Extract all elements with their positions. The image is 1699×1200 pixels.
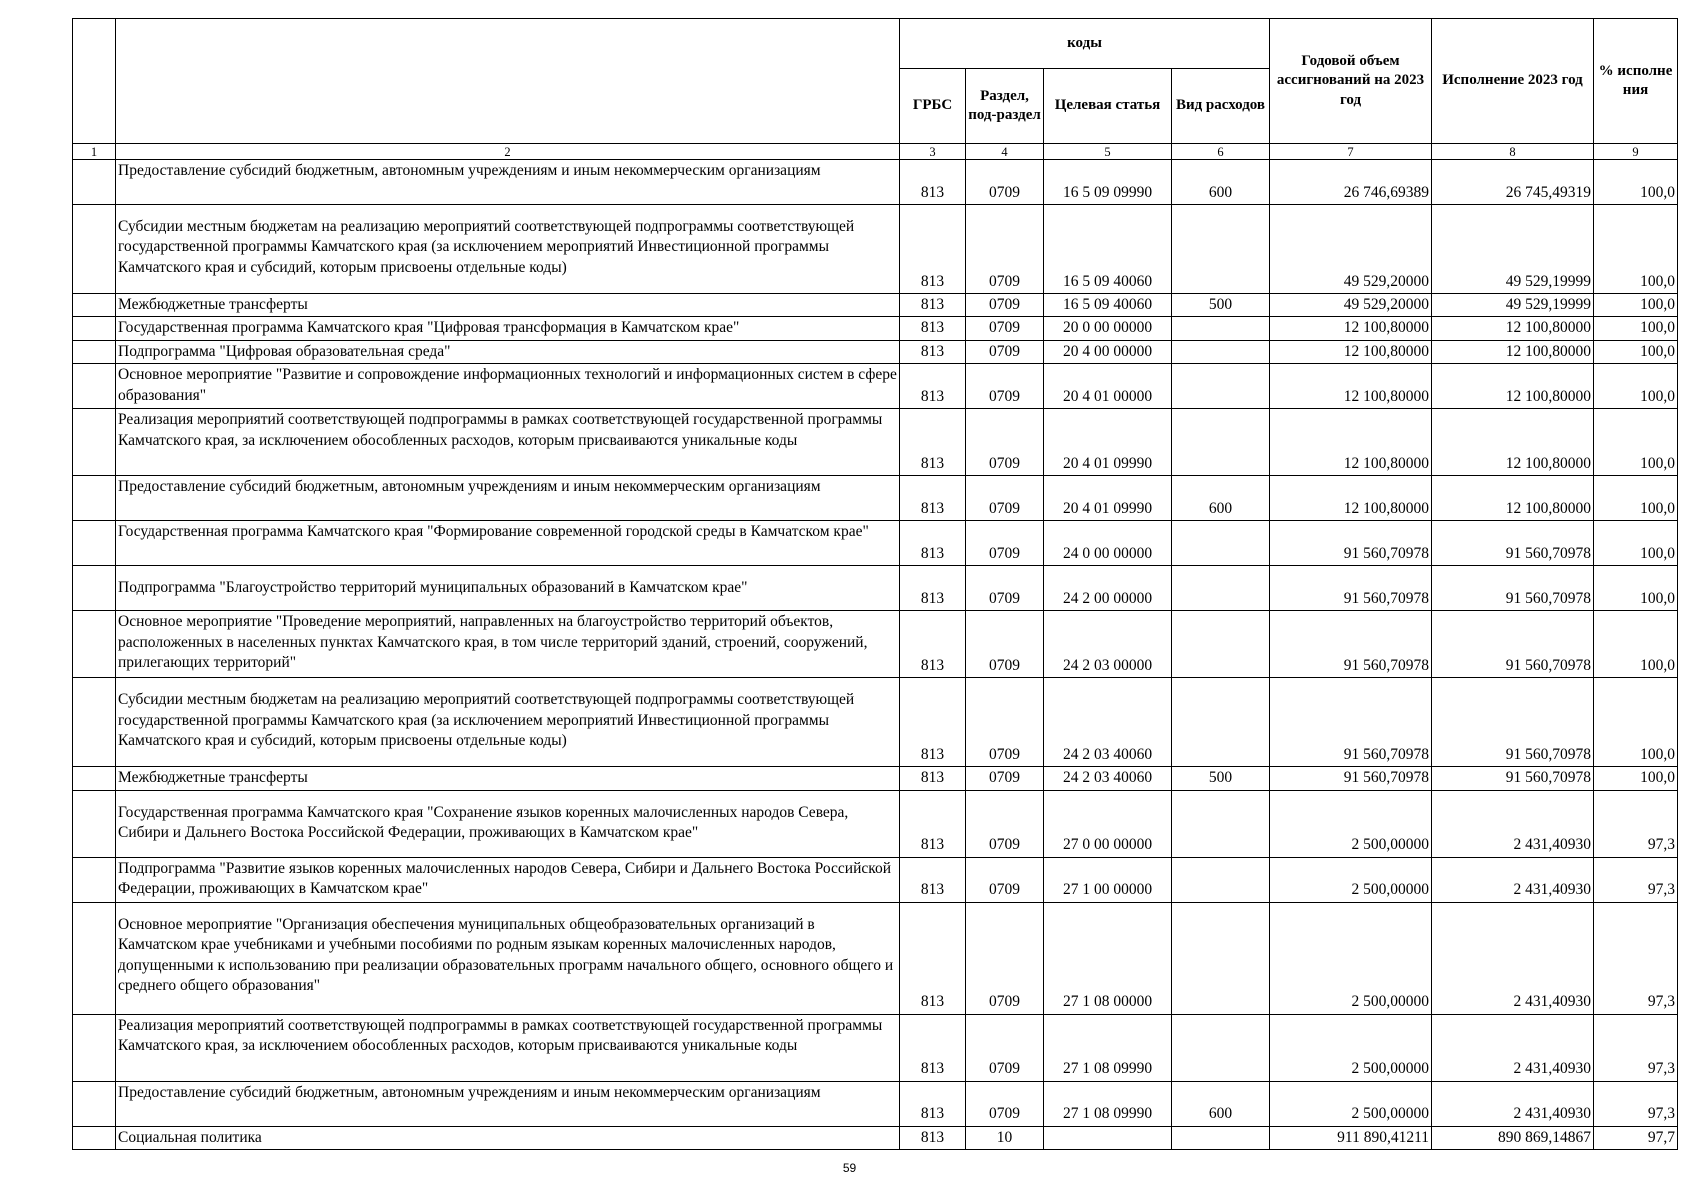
row-annual: 91 560,70978 <box>1270 521 1432 566</box>
column-number: 9 <box>1594 144 1678 160</box>
row-section: 0709 <box>966 317 1044 340</box>
row-name: Подпрограмма "Благоустройство территорий муниципальных образований в Камчатском крае" <box>116 566 900 611</box>
row-expense-type <box>1172 409 1270 476</box>
table-row <box>73 857 1678 902</box>
row-grbs: 813 <box>900 678 966 767</box>
row-name: Субсидии местным бюджетам на реализацию мероприятий соответствующей подпрограммы соответствующей государственной программы Камчатского края (за исключением мероприятий Инвестиционной программы Камчатского края и субсидий, которым присвоены отдельные коды) <box>116 678 900 767</box>
row-execution: 26 745,49319 <box>1432 160 1594 205</box>
row-annual: 2 500,00000 <box>1270 902 1432 1014</box>
row-grbs: 813 <box>900 857 966 902</box>
column-number: 1 <box>73 144 116 160</box>
row-name: Предоставление субсидий бюджетным, автономным учреждениям и иным некоммерческим организациям <box>116 160 900 205</box>
table-row <box>73 767 1678 790</box>
row-name: Основное мероприятие "Организация обеспечения муниципальных общеобразовательных организаций в Камчатском крае учебниками и учебными пособиями по родным языкам коренных малочисленных народов, допущенными к использованию при реализации образовательных программ начального общего, основного общего и среднего общего образования" <box>116 902 900 1014</box>
row-execution: 890 869,14867 <box>1432 1126 1594 1149</box>
row-percent: 97,7 <box>1594 1126 1678 1149</box>
row-grbs: 813 <box>900 566 966 611</box>
row-target: 20 4 01 09990 <box>1044 476 1172 521</box>
column-number: 3 <box>900 144 966 160</box>
row-blank-cell <box>73 160 116 205</box>
row-execution: 49 529,19999 <box>1432 205 1594 294</box>
row-annual: 2 500,00000 <box>1270 790 1432 857</box>
row-annual: 49 529,20000 <box>1270 205 1432 294</box>
row-blank-cell <box>73 521 116 566</box>
header-expense-type: Вид расходов <box>1172 69 1270 144</box>
header-grbs: ГРБС <box>900 69 966 144</box>
row-target: 20 0 00 00000 <box>1044 317 1172 340</box>
row-blank-cell <box>73 317 116 340</box>
row-name: Государственная программа Камчатского края "Цифровая трансформация в Камчатском крае" <box>116 317 900 340</box>
row-target: 27 1 08 00000 <box>1044 902 1172 1014</box>
row-execution: 2 431,40930 <box>1432 1014 1594 1081</box>
row-target: 16 5 09 40060 <box>1044 294 1172 317</box>
row-execution: 12 100,80000 <box>1432 340 1594 363</box>
row-percent: 100,0 <box>1594 767 1678 790</box>
row-grbs: 813 <box>900 1126 966 1149</box>
row-grbs: 813 <box>900 476 966 521</box>
column-number: 7 <box>1270 144 1432 160</box>
row-target: 24 2 03 40060 <box>1044 767 1172 790</box>
row-annual: 91 560,70978 <box>1270 678 1432 767</box>
table-row <box>73 678 1678 767</box>
table-row <box>73 340 1678 363</box>
budget-table-page <box>72 18 1677 1150</box>
row-target: 16 5 09 09990 <box>1044 160 1172 205</box>
row-expense-type <box>1172 611 1270 678</box>
row-blank-cell <box>73 611 116 678</box>
row-target: 27 1 08 09990 <box>1044 1014 1172 1081</box>
row-target: 24 2 00 00000 <box>1044 566 1172 611</box>
header-blank-1 <box>73 19 116 144</box>
row-target: 20 4 01 09990 <box>1044 409 1172 476</box>
row-blank-cell <box>73 340 116 363</box>
row-percent: 100,0 <box>1594 294 1678 317</box>
table-row <box>73 611 1678 678</box>
header-percent: % исполне ния <box>1594 19 1678 144</box>
table-row <box>73 160 1678 205</box>
column-number: 8 <box>1432 144 1594 160</box>
row-target: 24 2 03 00000 <box>1044 611 1172 678</box>
row-percent: 100,0 <box>1594 205 1678 294</box>
row-execution: 91 560,70978 <box>1432 566 1594 611</box>
table-row <box>73 1126 1678 1149</box>
row-expense-type <box>1172 205 1270 294</box>
row-percent: 97,3 <box>1594 1014 1678 1081</box>
row-expense-type <box>1172 364 1270 409</box>
row-blank-cell <box>73 1014 116 1081</box>
row-section: 0709 <box>966 205 1044 294</box>
row-grbs: 813 <box>900 364 966 409</box>
row-expense-type <box>1172 340 1270 363</box>
header-annual: Годовой объем ассигнований на 2023 год <box>1270 19 1432 144</box>
row-expense-type: 600 <box>1172 160 1270 205</box>
table-row <box>73 790 1678 857</box>
row-expense-type: 600 <box>1172 1081 1270 1126</box>
row-blank-cell <box>73 409 116 476</box>
row-annual: 2 500,00000 <box>1270 857 1432 902</box>
table-row <box>73 364 1678 409</box>
row-section: 0709 <box>966 678 1044 767</box>
row-section: 0709 <box>966 767 1044 790</box>
row-target: 20 4 00 00000 <box>1044 340 1172 363</box>
row-annual: 91 560,70978 <box>1270 611 1432 678</box>
row-name: Социальная политика <box>116 1126 900 1149</box>
row-blank-cell <box>73 857 116 902</box>
row-target: 27 1 00 00000 <box>1044 857 1172 902</box>
column-number: 2 <box>116 144 900 160</box>
table-row <box>73 1014 1678 1081</box>
row-section: 0709 <box>966 1014 1044 1081</box>
row-section: 0709 <box>966 364 1044 409</box>
row-percent: 97,3 <box>1594 857 1678 902</box>
row-section: 0709 <box>966 160 1044 205</box>
row-percent: 100,0 <box>1594 409 1678 476</box>
row-percent: 97,3 <box>1594 790 1678 857</box>
row-grbs: 813 <box>900 409 966 476</box>
row-grbs: 813 <box>900 767 966 790</box>
row-expense-type <box>1172 1126 1270 1149</box>
row-percent: 100,0 <box>1594 566 1678 611</box>
row-section: 0709 <box>966 611 1044 678</box>
row-blank-cell <box>73 566 116 611</box>
row-expense-type: 500 <box>1172 767 1270 790</box>
row-expense-type <box>1172 790 1270 857</box>
row-name: Предоставление субсидий бюджетным, автономным учреждениям и иным некоммерческим организациям <box>116 476 900 521</box>
row-target: 27 1 08 09990 <box>1044 1081 1172 1126</box>
row-grbs: 813 <box>900 790 966 857</box>
row-execution: 12 100,80000 <box>1432 476 1594 521</box>
page-number: 59 <box>842 1161 857 1175</box>
row-annual: 12 100,80000 <box>1270 476 1432 521</box>
row-annual: 12 100,80000 <box>1270 340 1432 363</box>
table-row <box>73 521 1678 566</box>
row-blank-cell <box>73 364 116 409</box>
header-blank-2 <box>116 19 900 144</box>
row-name: Межбюджетные трансферты <box>116 294 900 317</box>
row-annual: 2 500,00000 <box>1270 1081 1432 1126</box>
row-blank-cell <box>73 294 116 317</box>
row-percent: 100,0 <box>1594 317 1678 340</box>
row-name: Реализация мероприятий соответствующей подпрограммы в рамках соответствующей государственной программы Камчатского края, за исключением обособленных расходов, которым присваиваются уникальные коды <box>116 409 900 476</box>
row-annual: 12 100,80000 <box>1270 409 1432 476</box>
row-annual: 911 890,41211 <box>1270 1126 1432 1149</box>
column-number: 6 <box>1172 144 1270 160</box>
row-annual: 49 529,20000 <box>1270 294 1432 317</box>
row-section: 0709 <box>966 476 1044 521</box>
row-grbs: 813 <box>900 205 966 294</box>
row-grbs: 813 <box>900 521 966 566</box>
row-name: Государственная программа Камчатского края "Формирование современной городской среды в Камчатском крае" <box>116 521 900 566</box>
header-target: Целевая статья <box>1044 69 1172 144</box>
row-expense-type <box>1172 857 1270 902</box>
row-expense-type <box>1172 902 1270 1014</box>
row-target: 27 0 00 00000 <box>1044 790 1172 857</box>
row-annual: 2 500,00000 <box>1270 1014 1432 1081</box>
row-section: 0709 <box>966 340 1044 363</box>
row-percent: 100,0 <box>1594 340 1678 363</box>
row-target: 24 0 00 00000 <box>1044 521 1172 566</box>
column-number: 4 <box>966 144 1044 160</box>
row-percent: 97,3 <box>1594 1081 1678 1126</box>
row-percent: 100,0 <box>1594 160 1678 205</box>
row-blank-cell <box>73 476 116 521</box>
row-expense-type <box>1172 566 1270 611</box>
row-blank-cell <box>73 1126 116 1149</box>
row-blank-cell <box>73 790 116 857</box>
row-expense-type <box>1172 521 1270 566</box>
table-row <box>73 294 1678 317</box>
row-percent: 100,0 <box>1594 611 1678 678</box>
row-execution: 2 431,40930 <box>1432 790 1594 857</box>
row-name: Подпрограмма "Цифровая образовательная среда" <box>116 340 900 363</box>
table-row <box>73 205 1678 294</box>
table-row <box>73 566 1678 611</box>
row-target: 20 4 01 00000 <box>1044 364 1172 409</box>
row-annual: 91 560,70978 <box>1270 767 1432 790</box>
row-percent: 100,0 <box>1594 364 1678 409</box>
row-name: Субсидии местным бюджетам на реализацию мероприятий соответствующей подпрограммы соответствующей государственной программы Камчатского края (за исключением мероприятий Инвестиционной программы Камчатского края и субсидий, которым присвоены отдельные коды) <box>116 205 900 294</box>
budget-table <box>72 18 1678 1150</box>
row-execution: 2 431,40930 <box>1432 1081 1594 1126</box>
row-section: 0709 <box>966 409 1044 476</box>
row-annual: 91 560,70978 <box>1270 566 1432 611</box>
row-section: 10 <box>966 1126 1044 1149</box>
row-target: 24 2 03 40060 <box>1044 678 1172 767</box>
row-grbs: 813 <box>900 1081 966 1126</box>
row-grbs: 813 <box>900 294 966 317</box>
row-expense-type <box>1172 317 1270 340</box>
row-execution: 2 431,40930 <box>1432 857 1594 902</box>
row-name: Подпрограмма "Развитие языков коренных малочисленных народов Севера, Сибири и Дальнего Востока Российской Федерации, проживающих в Камчатском крае" <box>116 857 900 902</box>
row-blank-cell <box>73 902 116 1014</box>
row-execution: 91 560,70978 <box>1432 678 1594 767</box>
row-execution: 91 560,70978 <box>1432 611 1594 678</box>
row-blank-cell <box>73 205 116 294</box>
row-name: Государственная программа Камчатского края "Сохранение языков коренных малочисленных народов Севера, Сибири и Дальнего Востока Российской Федерации, проживающих в Камчатском крае" <box>116 790 900 857</box>
row-expense-type <box>1172 1014 1270 1081</box>
row-name: Основное мероприятие "Развитие и сопровождение информационных технологий и информационных систем в сфере образования" <box>116 364 900 409</box>
row-section: 0709 <box>966 566 1044 611</box>
row-section: 0709 <box>966 902 1044 1014</box>
row-section: 0709 <box>966 294 1044 317</box>
table-row <box>73 409 1678 476</box>
row-annual: 12 100,80000 <box>1270 317 1432 340</box>
row-name: Реализация мероприятий соответствующей подпрограммы в рамках соответствующей государственной программы Камчатского края, за исключением обособленных расходов, которым присваиваются уникальные коды <box>116 1014 900 1081</box>
table-row <box>73 476 1678 521</box>
row-execution: 91 560,70978 <box>1432 767 1594 790</box>
row-percent: 100,0 <box>1594 521 1678 566</box>
table-row <box>73 317 1678 340</box>
row-expense-type: 500 <box>1172 294 1270 317</box>
row-section: 0709 <box>966 1081 1044 1126</box>
column-number: 5 <box>1044 144 1172 160</box>
row-grbs: 813 <box>900 1014 966 1081</box>
row-target: 16 5 09 40060 <box>1044 205 1172 294</box>
row-blank-cell <box>73 678 116 767</box>
row-blank-cell <box>73 1081 116 1126</box>
row-section: 0709 <box>966 857 1044 902</box>
row-section: 0709 <box>966 790 1044 857</box>
row-expense-type: 600 <box>1172 476 1270 521</box>
row-section: 0709 <box>966 521 1044 566</box>
header-section: Раздел, под-раздел <box>966 69 1044 144</box>
row-grbs: 813 <box>900 317 966 340</box>
row-grbs: 813 <box>900 160 966 205</box>
row-grbs: 813 <box>900 902 966 1014</box>
row-blank-cell <box>73 767 116 790</box>
row-execution: 12 100,80000 <box>1432 409 1594 476</box>
row-name: Межбюджетные трансферты <box>116 767 900 790</box>
row-execution: 12 100,80000 <box>1432 317 1594 340</box>
row-annual: 12 100,80000 <box>1270 364 1432 409</box>
row-percent: 100,0 <box>1594 476 1678 521</box>
row-grbs: 813 <box>900 611 966 678</box>
header-codes: коды <box>900 19 1270 69</box>
row-name: Предоставление субсидий бюджетным, автономным учреждениям и иным некоммерческим организациям <box>116 1081 900 1126</box>
column-number-row <box>73 144 1678 160</box>
table-row <box>73 902 1678 1014</box>
row-target <box>1044 1126 1172 1149</box>
row-execution: 12 100,80000 <box>1432 364 1594 409</box>
row-execution: 91 560,70978 <box>1432 521 1594 566</box>
row-execution: 2 431,40930 <box>1432 902 1594 1014</box>
row-percent: 97,3 <box>1594 902 1678 1014</box>
row-annual: 26 746,69389 <box>1270 160 1432 205</box>
row-expense-type <box>1172 678 1270 767</box>
row-name: Основное мероприятие "Проведение мероприятий, направленных на благоустройство территорий объектов, расположенных в населенных пунктах Камчатского края, в том числе территорий зданий, строений, сооружений, прилегающих территорий" <box>116 611 900 678</box>
table-row <box>73 1081 1678 1126</box>
row-percent: 100,0 <box>1594 678 1678 767</box>
row-execution: 49 529,19999 <box>1432 294 1594 317</box>
header-execution: Исполнение 2023 год <box>1432 19 1594 144</box>
row-grbs: 813 <box>900 340 966 363</box>
